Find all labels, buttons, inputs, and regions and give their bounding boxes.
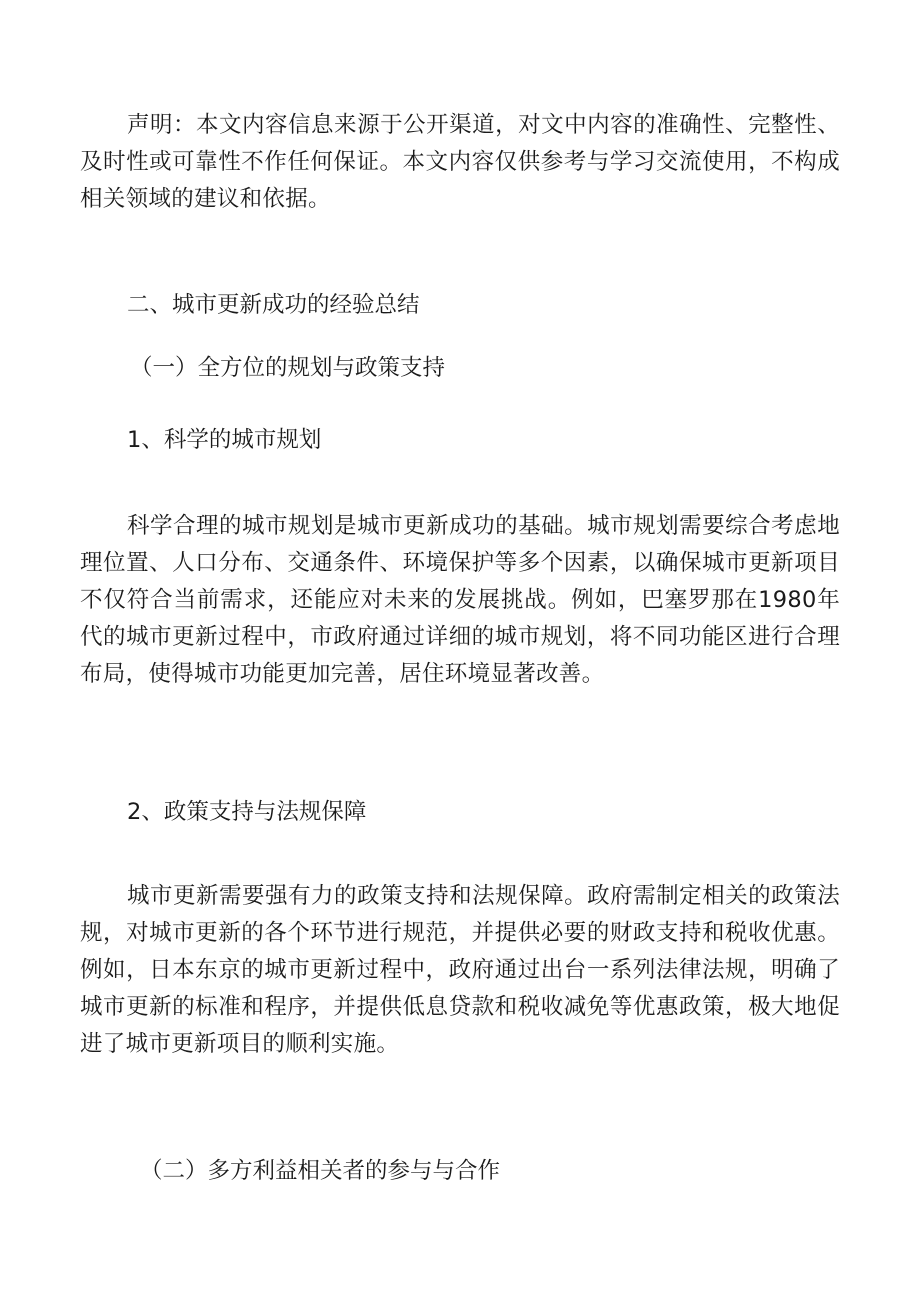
section-title: 二、城市更新成功的经验总结 <box>127 292 420 318</box>
subsection-title-1: （一）全方位的规划与政策支持 <box>130 355 446 381</box>
item-title-2: 2、政策支持与法规保障 <box>127 799 367 825</box>
subsection-title-2: （二）多方利益相关者的参与与合作 <box>140 1158 501 1184</box>
item-title-1: 1、科学的城市规划 <box>127 427 322 453</box>
item-body-1: 科学合理的城市规划是城市更新成功的基础。城市规划需要综合考虑地理位置、人口分布、交通条件、环境保护等多个因素，以确保城市更新项目不仅符合当前需求，还能应对未来的发展挑战。例如，巴塞罗那在1980年代的城市更新过程中，市政府通过详细的城市规划，将不同功能区进行合理布局，使得城市功能更加完善，居住环境显著改善。 <box>80 513 840 687</box>
item-body-2: 城市更新需要强有力的政策支持和法规保障。政府需制定相关的政策法规，对城市更新的各个环节进行规范，并提供必要的财政支持和税收优惠。例如，日本东京的城市更新过程中，政府通过出台一系列法律法规，明确了城市更新的标准和程序，并提供低息贷款和税收减免等优惠政策，极大地促进了城市更新项目的顺利实施。 <box>80 883 840 1057</box>
disclaimer-paragraph: 声明：本文内容信息来源于公开渠道，对文中内容的准确性、完整性、及时性或可靠性不作任何保证。本文内容仅供参考与学习交流使用，不构成相关领域的建议和依据。 <box>80 112 840 212</box>
